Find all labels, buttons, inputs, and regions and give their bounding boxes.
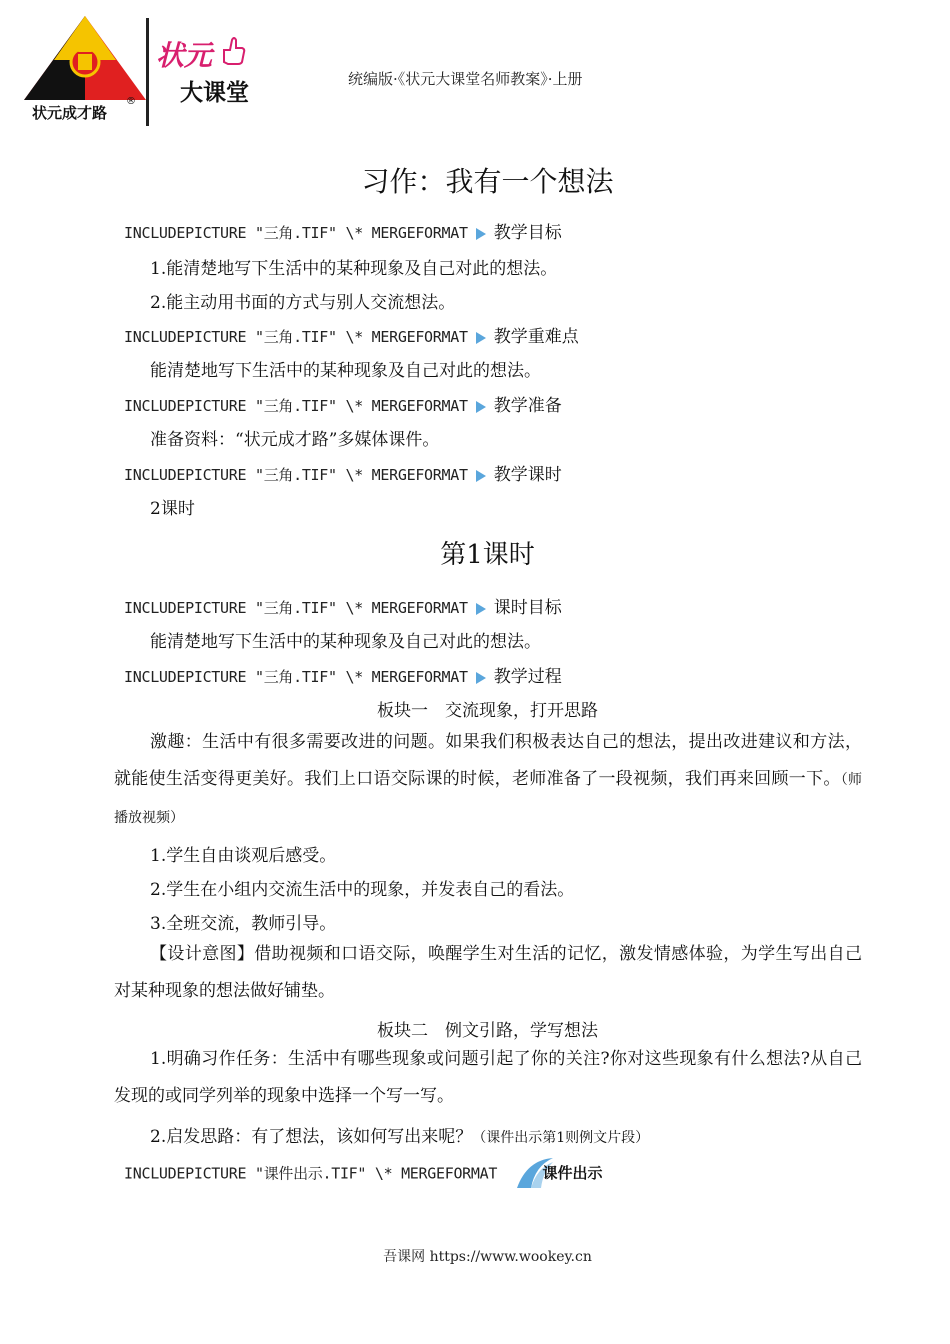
triangle-icon	[476, 332, 486, 344]
task1-paragraph: 1.明确习作任务：生活中有哪些现象或问题引起了你的关注?你对这些现象有什么想法?从自己发现的或同学列举的现象中选择一个写一写。	[114, 1049, 862, 1106]
block2-title: 板块二 例文引路，学写想法	[377, 1021, 598, 1041]
brand-top-text: 状元	[156, 39, 213, 72]
section-time	[124, 460, 562, 485]
section-heading: 教学过程	[493, 667, 562, 687]
triangle-icon	[476, 672, 486, 684]
triangle-icon	[476, 470, 486, 482]
header-divider	[146, 18, 149, 126]
step-item: 2.学生在小组内交流生活中的现象，并发表自己的看法。	[150, 880, 575, 900]
block1-title: 板块一 交流现象，打开思路	[377, 701, 598, 721]
intro-text: 激趣：生活中有很多需要改进的问题。如果我们积极表达自己的想法，提出改进建议和方法，就能使生活变得更美好。我们上口语交际课的时候，老师准备了一段视频，我们再来回顾一下。	[114, 732, 862, 789]
intro-note: （师播放视频）	[114, 772, 863, 826]
logo-text: 状元成才路	[32, 104, 108, 122]
kejian-line	[124, 1156, 613, 1192]
intro-paragraph	[114, 724, 862, 837]
step-item: 1.学生自由谈观后感受。	[150, 846, 337, 866]
section-lesson-goal	[124, 593, 562, 618]
section-heading: 教学课时	[493, 465, 562, 485]
page-title: 习作：我有一个想法	[361, 165, 614, 198]
design-intent: 【设计意图】借助视频和口语交际，唤醒学生对生活的记忆，激发情感体验，为学生写出自己对某种现象的想法做好铺垫。	[114, 944, 862, 1001]
kejian-label: 课件出示	[542, 1164, 603, 1182]
task2-line	[150, 1122, 649, 1147]
section-process	[124, 662, 562, 687]
goal-item: 1.能清楚地写下生活中的某种现象及自己对此的想法。	[150, 259, 558, 279]
lesson-title: 第1课时	[440, 540, 535, 570]
section-heading: 教学重难点	[493, 327, 579, 347]
include-code: INCLUDEPICTURE "三角.TIF" \* MERGEFORMAT	[124, 466, 468, 484]
triangle-icon	[476, 228, 486, 240]
goal-item: 2.能主动用书面的方式与别人交流想法。	[150, 293, 456, 313]
section-key	[124, 322, 579, 347]
section-goals	[124, 218, 562, 243]
include-code: INCLUDEPICTURE "三角.TIF" \* MERGEFORMAT	[124, 397, 468, 415]
registered-mark: ®	[126, 96, 136, 107]
task2-note: （课件出示第1则例文片段）	[472, 1130, 650, 1146]
key-text: 能清楚地写下生活中的某种现象及自己对此的想法。	[150, 361, 541, 381]
step-item: 3.全班交流，教师引导。	[150, 914, 337, 934]
section-heading: 教学目标	[493, 223, 562, 243]
include-code: INCLUDEPICTURE "课件出示.TIF" \* MERGEFORMAT	[124, 1164, 498, 1183]
logo-triangle-icon	[22, 14, 148, 104]
section-prep	[124, 391, 562, 416]
footer: 吾课网 https://www.wookey.cn	[383, 1249, 592, 1265]
lesson-goal-text: 能清楚地写下生活中的某种现象及自己对此的想法。	[150, 632, 541, 652]
section-heading: 教学准备	[493, 396, 562, 416]
brand-logo	[156, 34, 266, 114]
section-heading: 课时目标	[493, 598, 562, 618]
time-text: 2课时	[150, 499, 195, 519]
triangle-icon	[476, 401, 486, 413]
include-code: INCLUDEPICTURE "三角.TIF" \* MERGEFORMAT	[124, 668, 468, 686]
include-code: INCLUDEPICTURE "三角.TIF" \* MERGEFORMAT	[124, 224, 468, 242]
triangle-icon	[476, 603, 486, 615]
header-subtitle: 统编版·《状元大课堂名师教案》·上册	[348, 70, 583, 88]
kejian-badge	[513, 1156, 613, 1192]
include-code: INCLUDEPICTURE "三角.TIF" \* MERGEFORMAT	[124, 599, 468, 617]
include-code: INCLUDEPICTURE "三角.TIF" \* MERGEFORMAT	[124, 328, 468, 346]
brand-bottom-text: 大课堂	[180, 80, 249, 106]
thumbs-up-icon	[220, 36, 246, 66]
task2-text: 2.启发思路：有了想法，该如何写出来呢？	[150, 1127, 473, 1147]
prep-text: 准备资料：“状元成才路”多媒体课件。	[150, 430, 440, 450]
